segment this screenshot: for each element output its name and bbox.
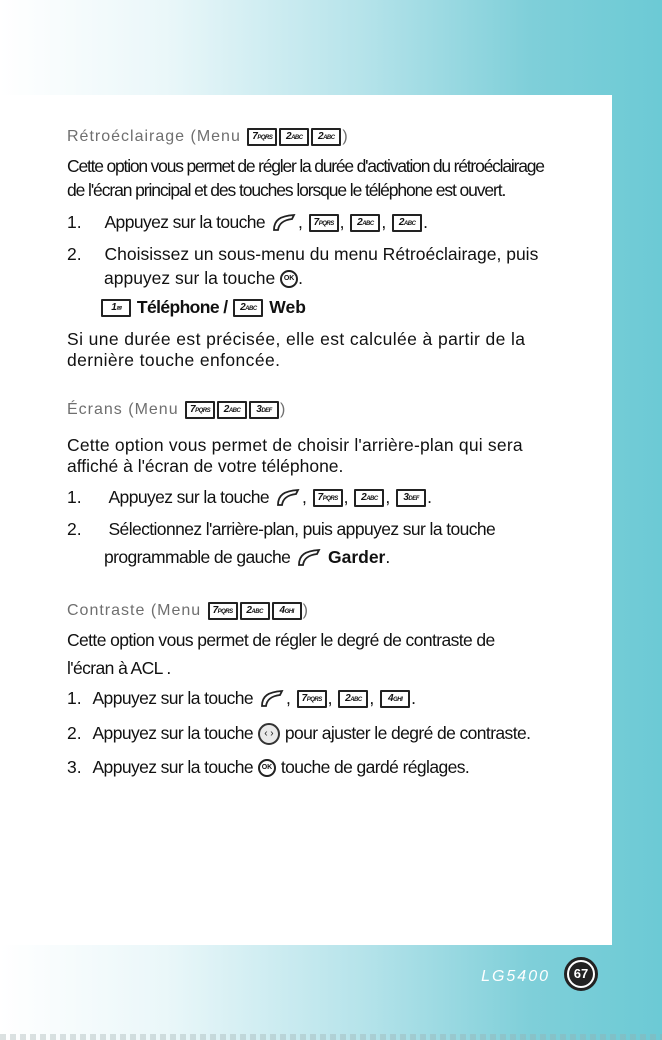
left-soft-key-icon <box>270 212 298 234</box>
backlight-step-1: 1. Appuyez sur la touche , 7PQRS , 2ABC , 2ABC . <box>67 212 428 234</box>
step-text: Appuyez sur la touche <box>92 757 254 777</box>
step-number: 2. <box>67 723 82 743</box>
step-text: programmable de gauche <box>104 547 291 567</box>
key-2-icon: 2ABC <box>279 128 309 146</box>
garder-label: Garder <box>327 547 386 567</box>
contrast-step-2 <box>67 723 530 745</box>
left-soft-key-icon <box>274 487 302 509</box>
step-text: pour ajuster le degré de contraste. <box>284 723 531 743</box>
backlight-step-2-cont: appuyez sur la touche OK . <box>104 268 303 288</box>
step-text: Choisissez un sous-menu du menu Rétroéclairage, puis <box>104 244 539 264</box>
backlight-note-1: Si une durée est précisée, elle est calculée à partir de la <box>67 329 526 349</box>
step-number: 1. <box>67 487 82 507</box>
screens-heading-text: Écrans (Menu <box>67 401 179 419</box>
key-7-icon: 7PQRS <box>309 214 339 232</box>
screens-step-2 <box>67 519 495 540</box>
step-text: appuyez sur la touche <box>104 268 276 288</box>
screens-step-1: 1. Appuyez sur la touche , 7PQRS , 2ABC , 3DEF . <box>67 487 432 509</box>
screens-desc-1: Cette option vous permet de choisir l'arrière-plan qui sera <box>67 435 523 455</box>
brand-model-label: LG5400 <box>481 968 550 985</box>
page-number-badge <box>564 957 598 991</box>
key-7-icon: 7PQRS <box>297 690 327 708</box>
screens-step-2-cont: programmable de gauche Garder. <box>104 547 390 569</box>
screens-heading: Écrans (Menu 7PQRS 2ABC 3DEF ) <box>67 401 287 419</box>
key-3-icon: 3DEF <box>249 401 279 419</box>
key-2-icon: 2ABC <box>350 214 380 232</box>
contrast-heading: Contraste (Menu 7PQRS 2ABC 4GHI ) <box>67 602 309 620</box>
ok-key-icon: OK <box>258 759 276 777</box>
step-text: Sélectionnez l'arrière-plan, puis appuyez sur la touche <box>108 519 496 539</box>
step-text: touche de gardé réglages. <box>280 757 470 777</box>
key-2-icon: 2ABC <box>217 401 247 419</box>
backlight-options <box>100 297 306 318</box>
key-2-icon: 2ABC <box>311 128 341 146</box>
step-number: 1. <box>67 688 82 708</box>
step-text: Appuyez sur la touche <box>92 688 254 708</box>
contrast-step-1: 1. Appuyez sur la touche , 7PQRS , 2ABC , 4GHI . <box>67 688 416 710</box>
key-3-icon: 3DEF <box>396 489 426 507</box>
key-2-icon: 2ABC <box>233 299 263 317</box>
key-2-icon: 2ABC <box>392 214 422 232</box>
step-number: 2. <box>67 244 82 264</box>
option-label: Web <box>269 297 306 317</box>
backlight-heading-text: Rétroéclairage (Menu <box>67 128 241 146</box>
key-7-icon: 7PQRS <box>247 128 277 146</box>
page-number: 67 <box>569 962 593 986</box>
contrast-desc-1: Cette option vous permet de régler le degré de contraste de <box>67 630 495 650</box>
backlight-note-2: dernière touche enfoncée. <box>67 350 281 370</box>
step-number: 2. <box>67 519 82 539</box>
key-7-icon: 7PQRS <box>208 602 238 620</box>
backlight-step-2 <box>67 244 538 265</box>
left-soft-key-icon <box>258 688 286 710</box>
backlight-heading: Rétroéclairage (Menu 7PQRS 2ABC 2ABC ) <box>67 128 349 146</box>
left-soft-key-icon <box>295 547 323 569</box>
contrast-desc-2: l'écran à ACL . <box>67 658 171 678</box>
backlight-desc-2: de l'écran principal et des touches lorsque le téléphone est ouvert. <box>67 180 506 200</box>
key-4-icon: 4GHI <box>272 602 302 620</box>
step-text: Appuyez sur la touche <box>92 723 254 743</box>
key-4-icon: 4GHI <box>380 690 410 708</box>
step-text: Appuyez sur la touche <box>104 212 266 232</box>
step-number: 1. <box>67 212 82 232</box>
key-7-icon: 7PQRS <box>185 401 215 419</box>
contrast-heading-text: Contraste (Menu <box>67 602 202 620</box>
screens-desc-2: affiché à l'écran de votre téléphone. <box>67 456 344 476</box>
step-text: Appuyez sur la touche <box>108 487 270 507</box>
ok-key-icon: OK <box>280 270 298 288</box>
step-number: 3. <box>67 757 82 777</box>
bottom-edge-strip <box>0 1034 662 1040</box>
navigation-key-icon: ‹ › <box>258 723 280 745</box>
key-7-icon: 7PQRS <box>313 489 343 507</box>
key-1-icon: 1✉ <box>101 299 131 317</box>
option-label: Téléphone / <box>136 297 228 317</box>
key-2-icon: 2ABC <box>354 489 384 507</box>
backlight-desc-1: Cette option vous permet de régler la durée d'activation du rétroéclairage <box>67 156 544 176</box>
contrast-step-3 <box>67 757 469 778</box>
key-2-icon: 2ABC <box>240 602 270 620</box>
key-2-icon: 2ABC <box>338 690 368 708</box>
